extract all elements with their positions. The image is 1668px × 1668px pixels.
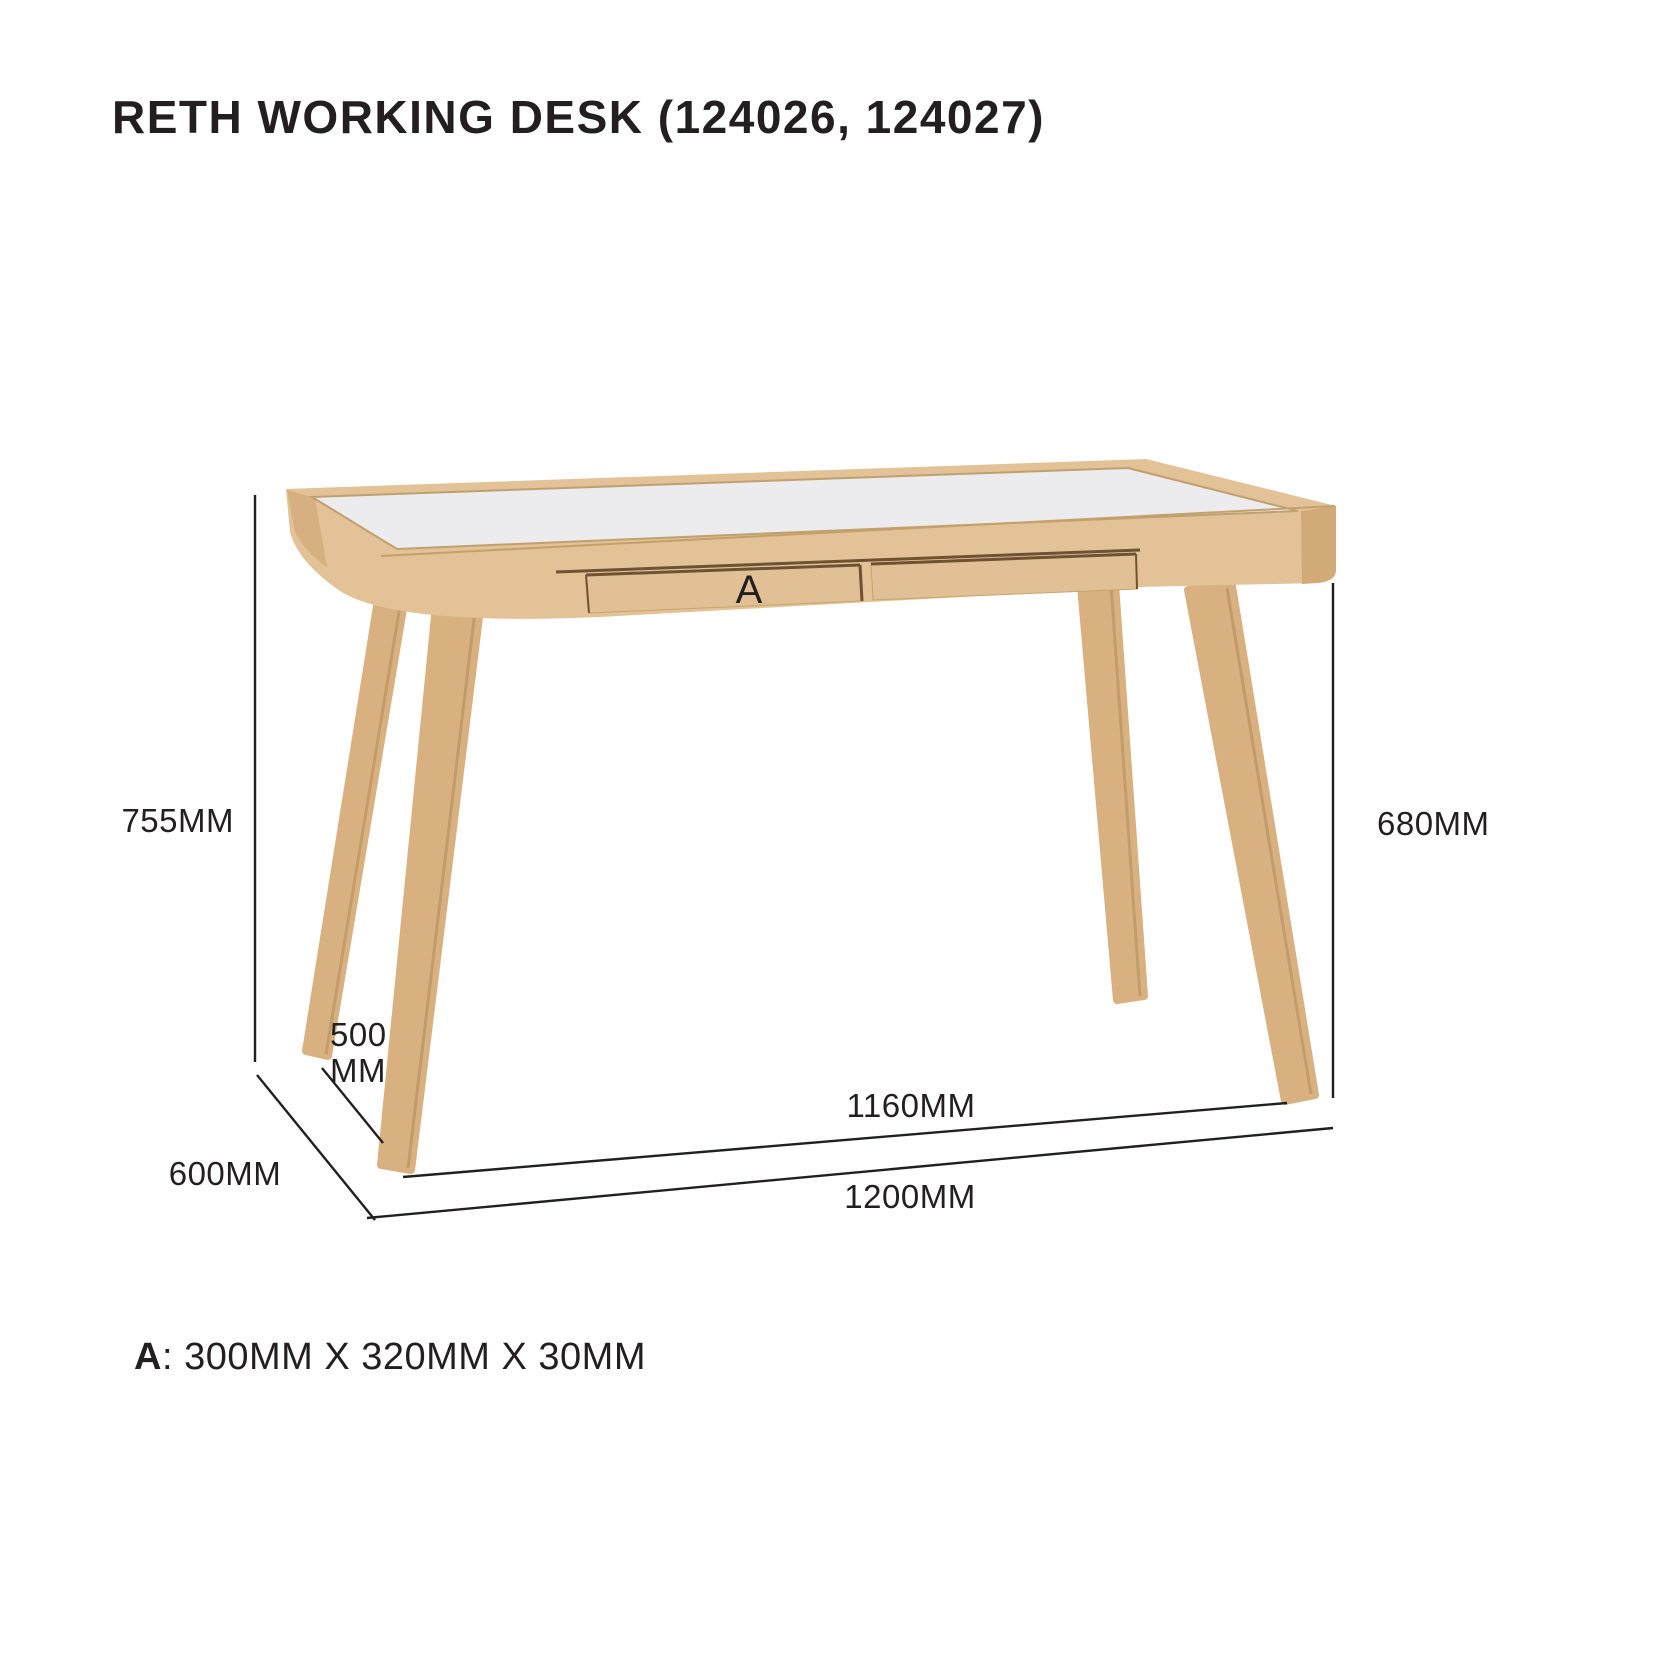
drawer-size-note <box>134 1336 646 1379</box>
desk-illustration <box>286 459 1336 1170</box>
note-label: A <box>134 1336 162 1378</box>
dimension-label-depth: 600MM <box>168 1155 282 1192</box>
dimension-label-leg-depth-line2: MM <box>330 1052 386 1089</box>
dimension-line-depth <box>257 1075 375 1220</box>
dimension-label-overall-height: 755MM <box>121 802 234 839</box>
desk-legs <box>306 584 1315 1170</box>
drawer-middle-gap <box>860 565 862 601</box>
dimension-label-overall-width: 1200MM <box>844 1178 976 1215</box>
drawer-right-end-gap <box>1136 554 1137 589</box>
page-title: RETH WORKING DESK (124026, 124027) <box>112 91 1045 143</box>
dimension-line-inner-width <box>403 1103 1287 1177</box>
desk-leg-front-right <box>1188 586 1315 1101</box>
dimension-label-leg-depth-line1: 500 <box>330 1016 387 1053</box>
drawer-a-label: A <box>735 568 763 612</box>
dimension-label-inner-width: 1160MM <box>846 1087 976 1124</box>
dimension-label-clearance-height: 680MM <box>1377 805 1490 842</box>
desk-right-end-face <box>1301 506 1336 584</box>
note-value: : 300MM X 320MM X 30MM <box>161 1336 646 1378</box>
